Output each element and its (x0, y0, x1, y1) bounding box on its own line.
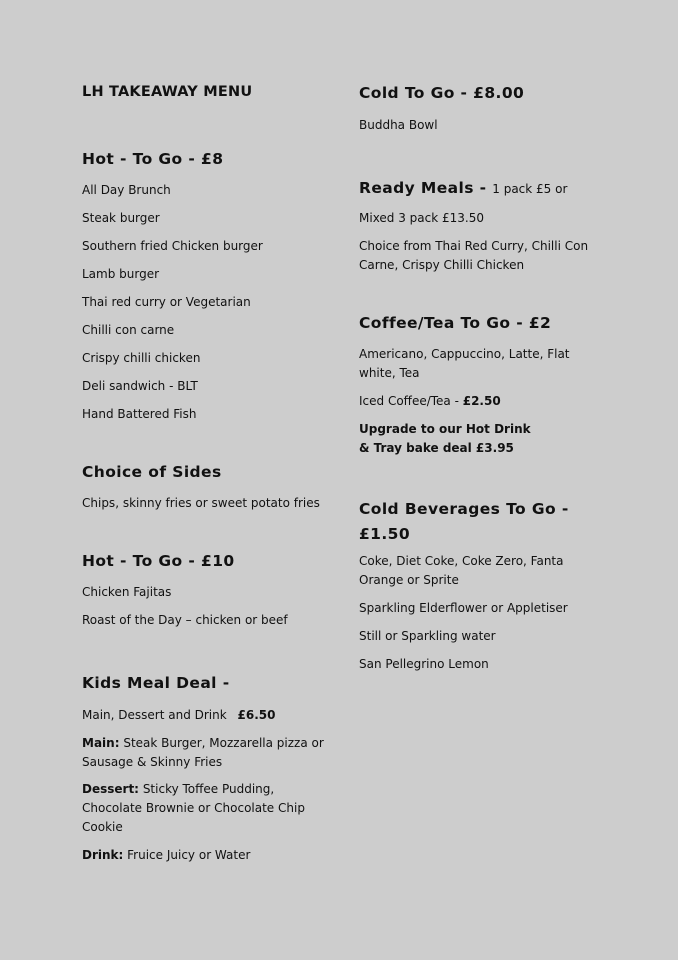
ready-meals-heading (359, 179, 567, 197)
kids-dessert-label: Dessert: (82, 782, 139, 796)
menu-item: Southern fried Chicken burger (82, 239, 263, 253)
menu-item: Roast of the Day – chicken or beef (82, 613, 288, 627)
kids-meal-heading: Kids Meal Deal - (82, 674, 230, 692)
upgrade-deal: Upgrade to our Hot Drink & Tray bake deal £3.95 (359, 422, 531, 455)
menu-item: Steak burger (82, 211, 160, 225)
menu-item: Mixed 3 pack £13.50 (359, 211, 485, 225)
menu-item: Still or Sparkling water (359, 629, 496, 643)
kids-main-text: Steak Burger, Mozzarella pizza or Sausage & Skinny Fries (82, 736, 324, 769)
menu-item: Deli sandwich - BLT (82, 379, 198, 393)
menu-item: Chicken Fajitas (82, 585, 172, 599)
menu-item: Chilli con carne (82, 323, 175, 337)
kids-drink-label: Drink: (82, 848, 124, 862)
menu-item: All Day Brunch (82, 183, 171, 197)
sides-heading: Choice of Sides (82, 463, 222, 481)
menu-title: LH TAKEAWAY MENU (82, 84, 253, 100)
cold-beverages-heading (359, 497, 569, 547)
menu-item: San Pellegrino Lemon (359, 657, 489, 671)
kids-drink-line (82, 846, 250, 865)
menu-item: Americano, Cappuccino, Latte, Flat white, Tea (359, 347, 570, 380)
menu-item: Sparkling Elderflower or Appletiser (359, 601, 568, 615)
coffee-heading: Coffee/Tea To Go - £2 (359, 314, 552, 332)
menu-item: Lamb burger (82, 267, 160, 281)
kids-main-line (82, 734, 327, 772)
hot-10-heading: Hot - To Go - £10 (82, 552, 235, 570)
menu-item: Choice from Thai Red Curry, Chilli Con Carne, Crispy Chilli Chicken (359, 239, 589, 272)
menu-item: Buddha Bowl (359, 118, 438, 132)
ready-meals-inline: 1 pack £5 or (492, 182, 568, 196)
kids-main-label: Main: (82, 736, 120, 750)
kids-dessert-text: Sticky Toffee Pudding, Chocolate Brownie or Chocolate Chip Cookie (82, 782, 305, 834)
iced-coffee-text: Iced Coffee/Tea - (359, 394, 463, 408)
kids-dessert-line (82, 780, 310, 837)
sides-text: Chips, skinny fries or sweet potato fries (82, 496, 320, 510)
iced-coffee-price: £2.50 (462, 394, 501, 408)
kids-deal-text: Main, Dessert and Drink (82, 708, 227, 722)
hot-8-heading: Hot - To Go - £8 (82, 150, 224, 168)
menu-item: Crispy chilli chicken (82, 351, 201, 365)
iced-coffee-line (359, 392, 501, 411)
cold-beverages-title: Cold Beverages To Go - (359, 500, 569, 518)
menu-item: Hand Battered Fish (82, 407, 197, 421)
menu-item: Coke, Diet Coke, Coke Zero, Fanta Orange or Sprite (359, 554, 564, 587)
ready-meals-title: Ready Meals - (359, 179, 487, 197)
cold-beverages-price: £1.50 (359, 525, 411, 543)
kids-deal-line (82, 706, 276, 725)
cold-heading: Cold To Go - £8.00 (359, 84, 525, 102)
menu-item: Thai red curry or Vegetarian (82, 295, 251, 309)
kids-drink-text: Fruice Juicy or Water (127, 848, 251, 862)
kids-deal-price: £6.50 (237, 708, 276, 722)
